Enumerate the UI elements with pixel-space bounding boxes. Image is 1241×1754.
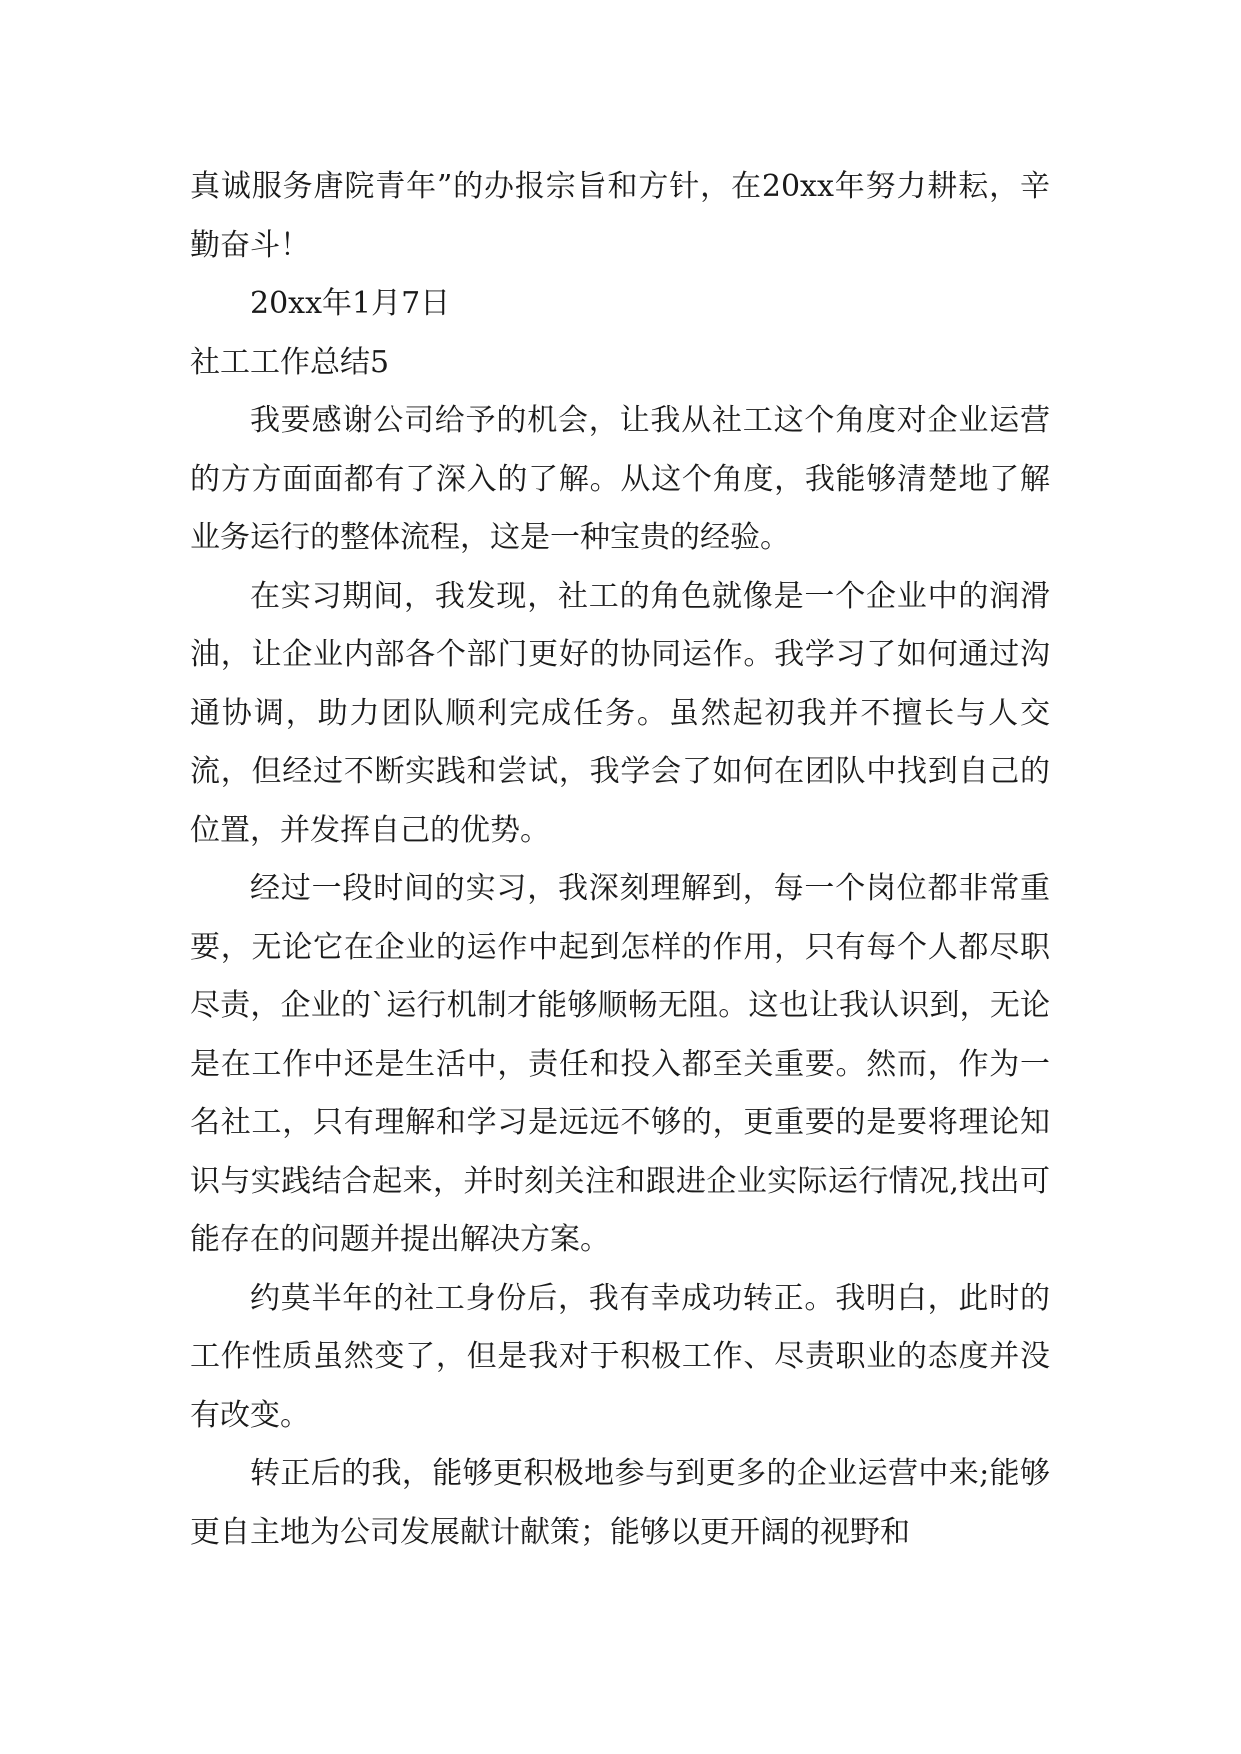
paragraph-1: 我要感谢公司给予的机会，让我从社工这个角度对企业运营的方方面面都有了深入的了解。从这个角度，我能够清楚地了解业务运行的整体流程，这是一种宝贵的经验。 [190,403,1050,555]
paragraph-5: 转正后的我，能够更积极地参与到更多的企业运营中来;能够更自主地为公司发展献计献策；能够以更开阔的视野和 [190,1456,1050,1550]
section-title: 社工工作总结5 [190,344,390,380]
paragraph-continuation: 真诚服务唐院青年”的办报宗旨和方针，在20xx年努力耕耘，辛勤奋斗！ [190,169,1050,263]
document-body [190,158,1050,1562]
date-line: 20xx年1月7日 [250,286,451,321]
paragraph-2: 在实习期间，我发现，社工的角色就像是一个企业中的润滑油，让企业内部各个部门更好的协同运作。我学习了如何通过沟通协调，助力团队顺利完成任务。虽然起初我并不擅长与人交流，但经过不断实践和尝试，我学会了如何在团队中找到自己的位置，并发挥自己的优势。 [190,578,1050,848]
paragraph-4: 约莫半年的社工身份后，我有幸成功转正。我明白，此时的工作性质虽然变了，但是我对于积极工作、尽责职业的态度并没有改变。 [190,1280,1050,1433]
paragraph-3: 经过一段时间的实习，我深刻理解到，每一个岗位都非常重要，无论它在企业的运作中起到怎样的作用，只有每个人都尽职尽责，企业的`运行机制才能够顺畅无阻。这也让我认识到，无论是在工作中还是生活中，责任和投入都至关重要。然而，作为一名社工，只有理解和学习是远远不够的，更重要的是要将理论知识与实践结合起来，并时刻关注和跟进企业实际运行情况,找出可能存在的问题并提出解决方案。 [190,871,1050,1257]
